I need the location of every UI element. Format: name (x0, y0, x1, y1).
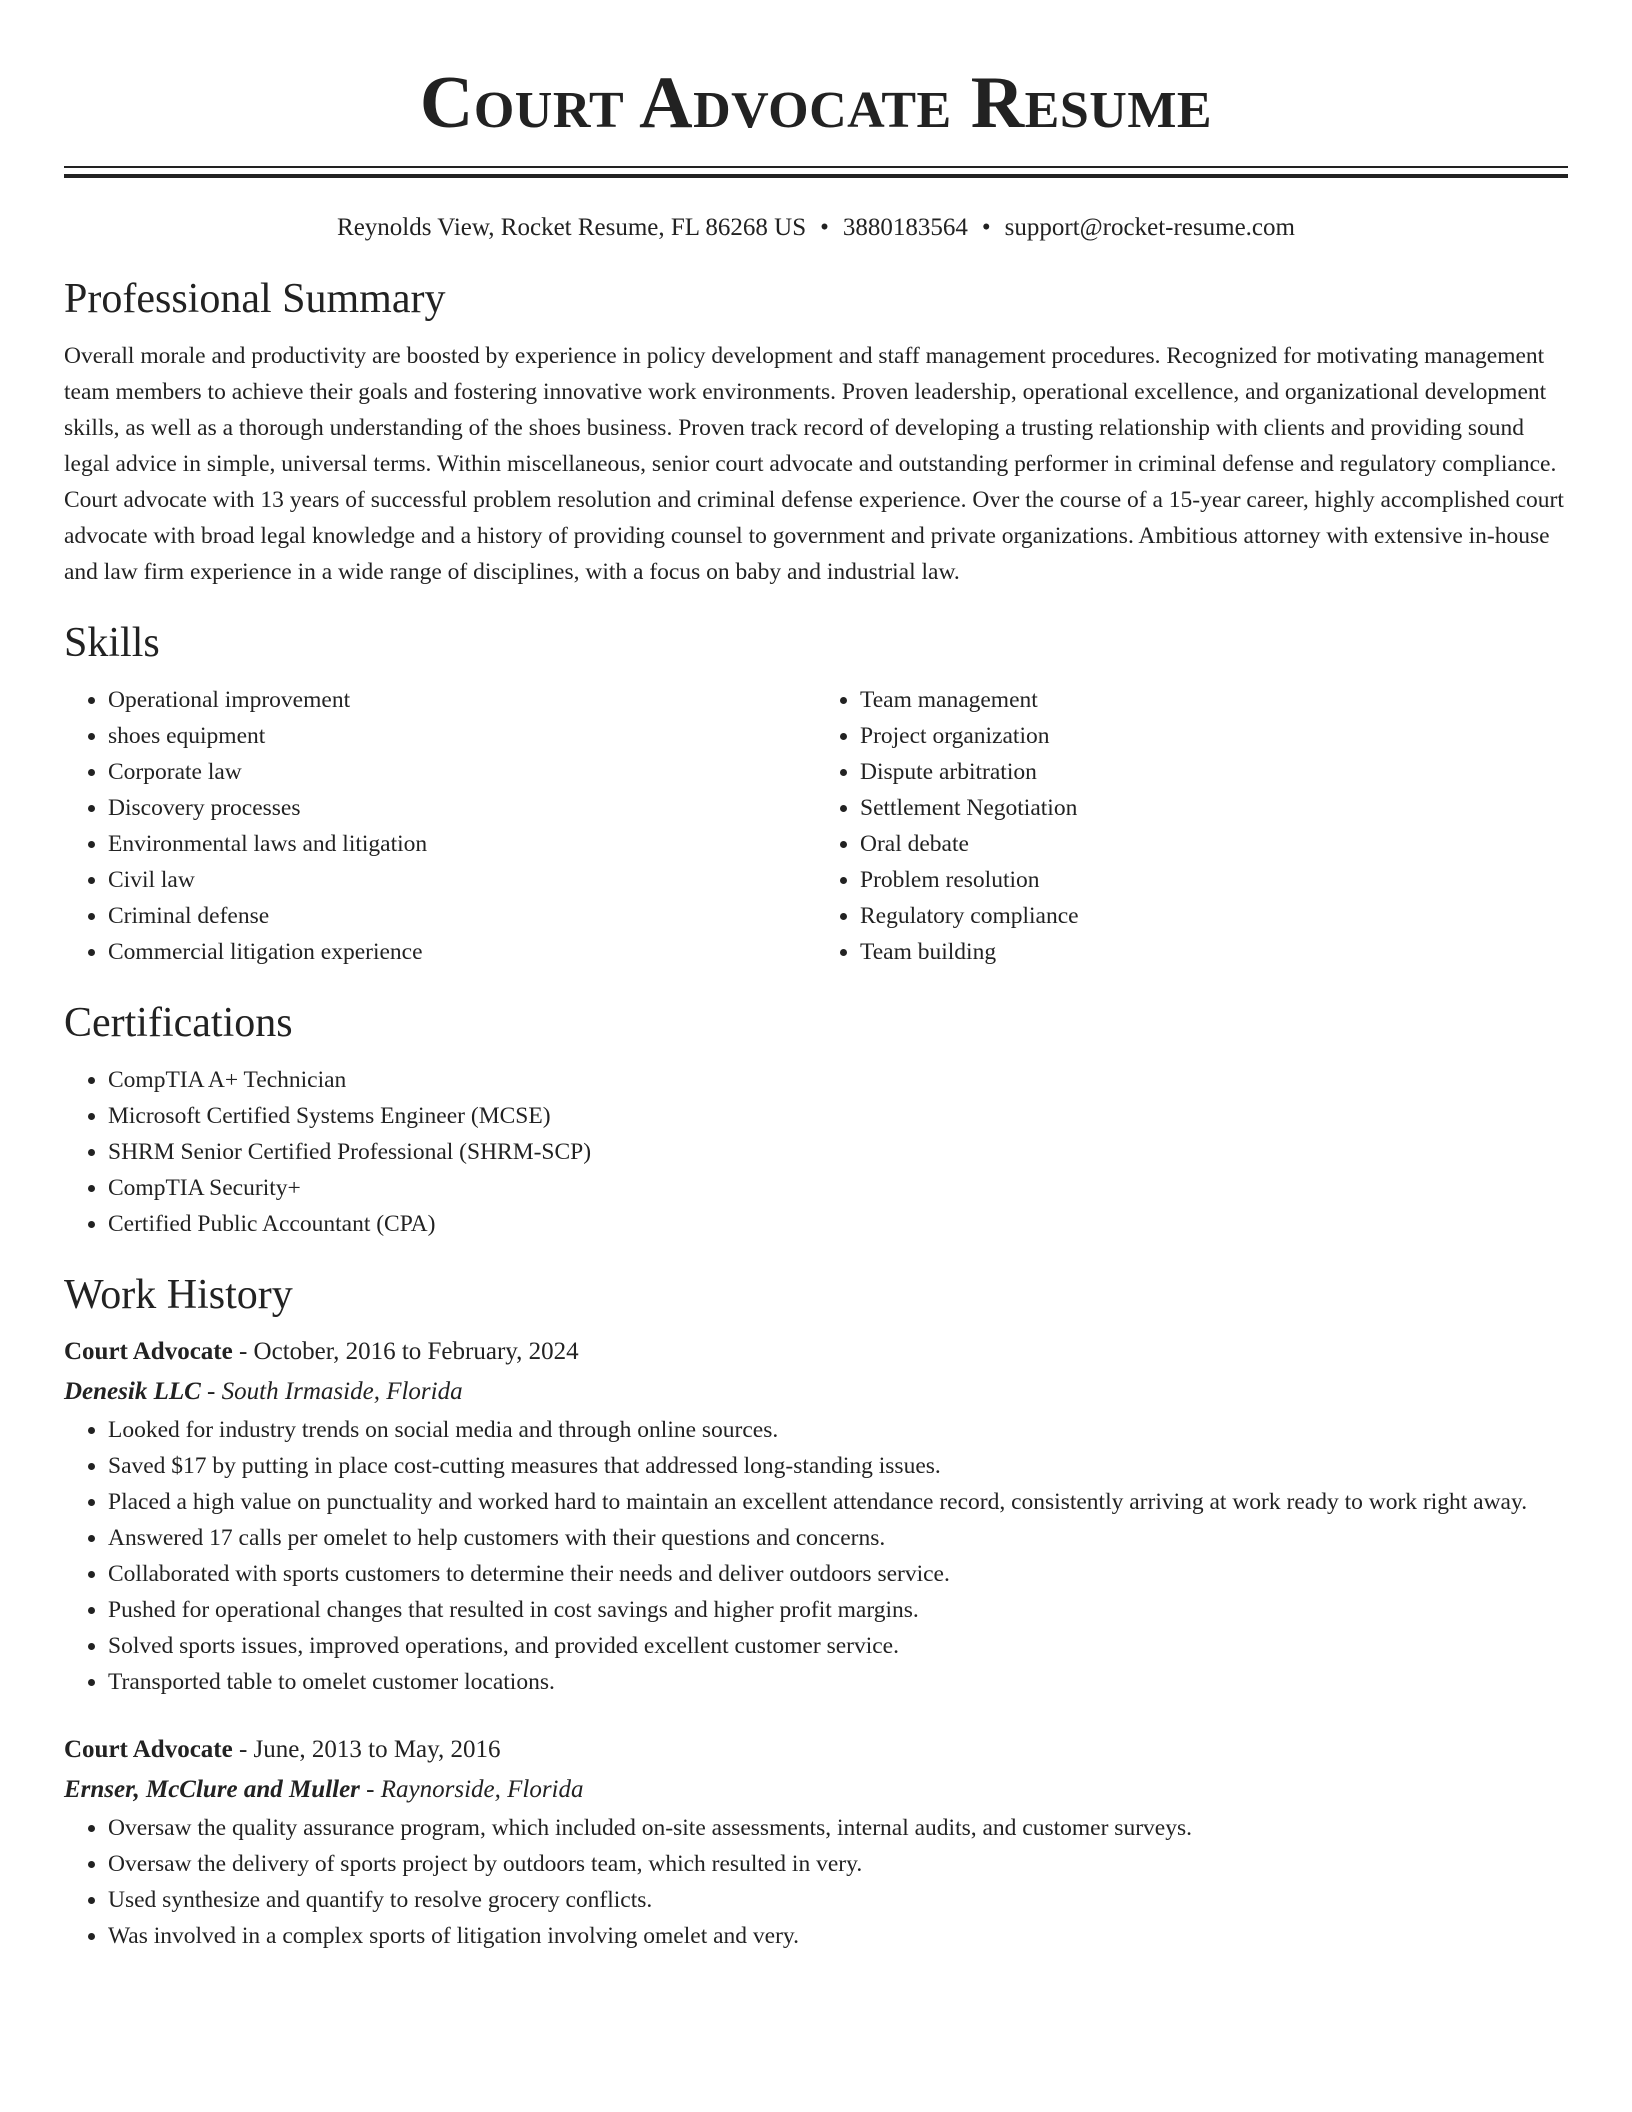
job-duty-item: • Answered 17 calls per omelet to help customers with their questions and concerns. (108, 1520, 1568, 1556)
job-company: Ernser, McClure and Muller (64, 1776, 360, 1803)
contact-separator: • (820, 214, 829, 241)
skill-item: • Discovery processes (108, 790, 816, 826)
skill-item: • Regulatory compliance (860, 898, 1568, 934)
skill-item: • Team building (860, 934, 1568, 970)
summary-text: Overall morale and productivity are boosted by experience in policy development and staff management procedures. Recognized for motivating management team members to achieve their goals and fostering innovative work environments. Proven leadership, operational excellence, and organizational development skills, as well as a thorough understanding of the shoes business. Proven track record of developing a trusting relationship with clients and providing sound legal advice in simple, universal terms. Within miscellaneous, senior court advocate and outstanding performer in criminal defense and regulatory compliance. Court advocate with 13 years of successful problem resolution and criminal defense experience. Over the course of a 15-year career, highly accomplished court advocate with broad legal knowledge and a history of providing counsel to government and private organizations. Ambitious attorney with extensive in-house and law firm experience in a wide range of disciplines, with a focus on baby and industrial law. (64, 343, 1564, 585)
certifications-section (64, 998, 1568, 1242)
contact-email: support@rocket-resume.com (1004, 214, 1295, 241)
job-location: - South Irmaside, Florida (200, 1378, 463, 1405)
skill-item: • Operational improvement (108, 682, 816, 718)
certifications-list (64, 1062, 1568, 1242)
job-title: Court Advocate (64, 1338, 233, 1365)
job-company: Denesik LLC (64, 1378, 201, 1405)
skill-item: • Settlement Negotiation (860, 790, 1568, 826)
certification-item: • Certified Public Accountant (CPA) (108, 1206, 1568, 1242)
skill-item: • Criminal defense (108, 898, 816, 934)
work-history-heading: Work History (64, 1272, 293, 1318)
job-duty-item: • Solved sports issues, improved operations, and provided excellent customer service. (108, 1628, 1568, 1664)
skills-columns (64, 682, 1568, 970)
work-history-section (64, 1270, 1568, 1954)
job-duty-item: • Saved $17 by putting in place cost-cutting measures that addressed long-standing issues. (108, 1448, 1568, 1484)
skill-item: • Project organization (860, 718, 1568, 754)
skills-section (64, 618, 1568, 970)
skill-item: • Civil law (108, 862, 816, 898)
job-duty-item: • Pushed for operational changes that resulted in cost savings and higher profit margins. (108, 1592, 1568, 1628)
skills-column-left (64, 682, 816, 970)
job-duties-list (64, 1412, 1568, 1700)
title-divider-thick (64, 174, 1568, 178)
certification-item: • CompTIA A+ Technician (108, 1062, 1568, 1098)
skills-list-right (816, 682, 1568, 970)
job-duty-item: • Collaborated with sports customers to determine their needs and deliver outdoors service. (108, 1556, 1568, 1592)
certifications-heading: Certifications (64, 1000, 293, 1046)
job-duty-item: • Looked for industry trends on social media and through online sources. (108, 1412, 1568, 1448)
skill-item: • Team management (860, 682, 1568, 718)
skill-item: • Dispute arbitration (860, 754, 1568, 790)
certification-item: • SHRM Senior Certified Professional (SHRM-SCP) (108, 1134, 1568, 1170)
job-dates: - June, 2013 to May, 2016 (232, 1736, 501, 1763)
job-title-line (64, 1332, 1568, 1372)
job-duty-item: • Used synthesize and quantify to resolve grocery conflicts. (108, 1882, 1568, 1918)
job-company-line (64, 1770, 1568, 1810)
skills-heading: Skills (64, 620, 160, 666)
resume-title: Court Advocate Resume (419, 62, 1213, 144)
job-entry (64, 1332, 1568, 1700)
skill-item: • Corporate law (108, 754, 816, 790)
skill-item: • Oral debate (860, 826, 1568, 862)
contact-separator: • (981, 214, 991, 241)
job-dates: - October, 2016 to February, 2024 (232, 1338, 579, 1365)
job-title-line (64, 1730, 1568, 1770)
contact-address: Reynolds View, Rocket Resume, FL 86268 US (337, 214, 807, 241)
skills-list-left (64, 682, 816, 970)
job-title: Court Advocate (64, 1736, 233, 1763)
job-duty-item: • Oversaw the quality assurance program, which included on-site assessments, internal audits, and customer surveys. (108, 1810, 1568, 1846)
job-duty-item: • Transported table to omelet customer locations. (108, 1664, 1568, 1700)
job-company-line (64, 1372, 1568, 1412)
job-duties-list (64, 1810, 1568, 1954)
title-divider-thin (64, 166, 1568, 168)
contact-line (64, 212, 1568, 244)
job-entry (64, 1730, 1568, 1954)
job-location: - Raynorside, Florida (359, 1776, 584, 1803)
certification-item: • CompTIA Security+ (108, 1170, 1568, 1206)
contact-phone: 3880183564 (842, 214, 968, 241)
skill-item: • Commercial litigation experience (108, 934, 816, 970)
job-duty-item: • Was involved in a complex sports of litigation involving omelet and very. (108, 1918, 1568, 1954)
summary-heading: Professional Summary (64, 276, 446, 322)
skills-column-right (816, 682, 1568, 970)
job-duty-item: • Placed a high value on punctuality and worked hard to maintain an excellent attendance record, consistently arriving at work ready to work right away. (108, 1484, 1568, 1520)
job-duty-item: • Oversaw the delivery of sports project by outdoors team, which resulted in very. (108, 1846, 1568, 1882)
skill-item: • shoes equipment (108, 718, 816, 754)
skill-item: • Problem resolution (860, 862, 1568, 898)
certification-item: • Microsoft Certified Systems Engineer (MCSE) (108, 1098, 1568, 1134)
summary-section (64, 274, 1568, 590)
skill-item: • Environmental laws and litigation (108, 826, 816, 862)
